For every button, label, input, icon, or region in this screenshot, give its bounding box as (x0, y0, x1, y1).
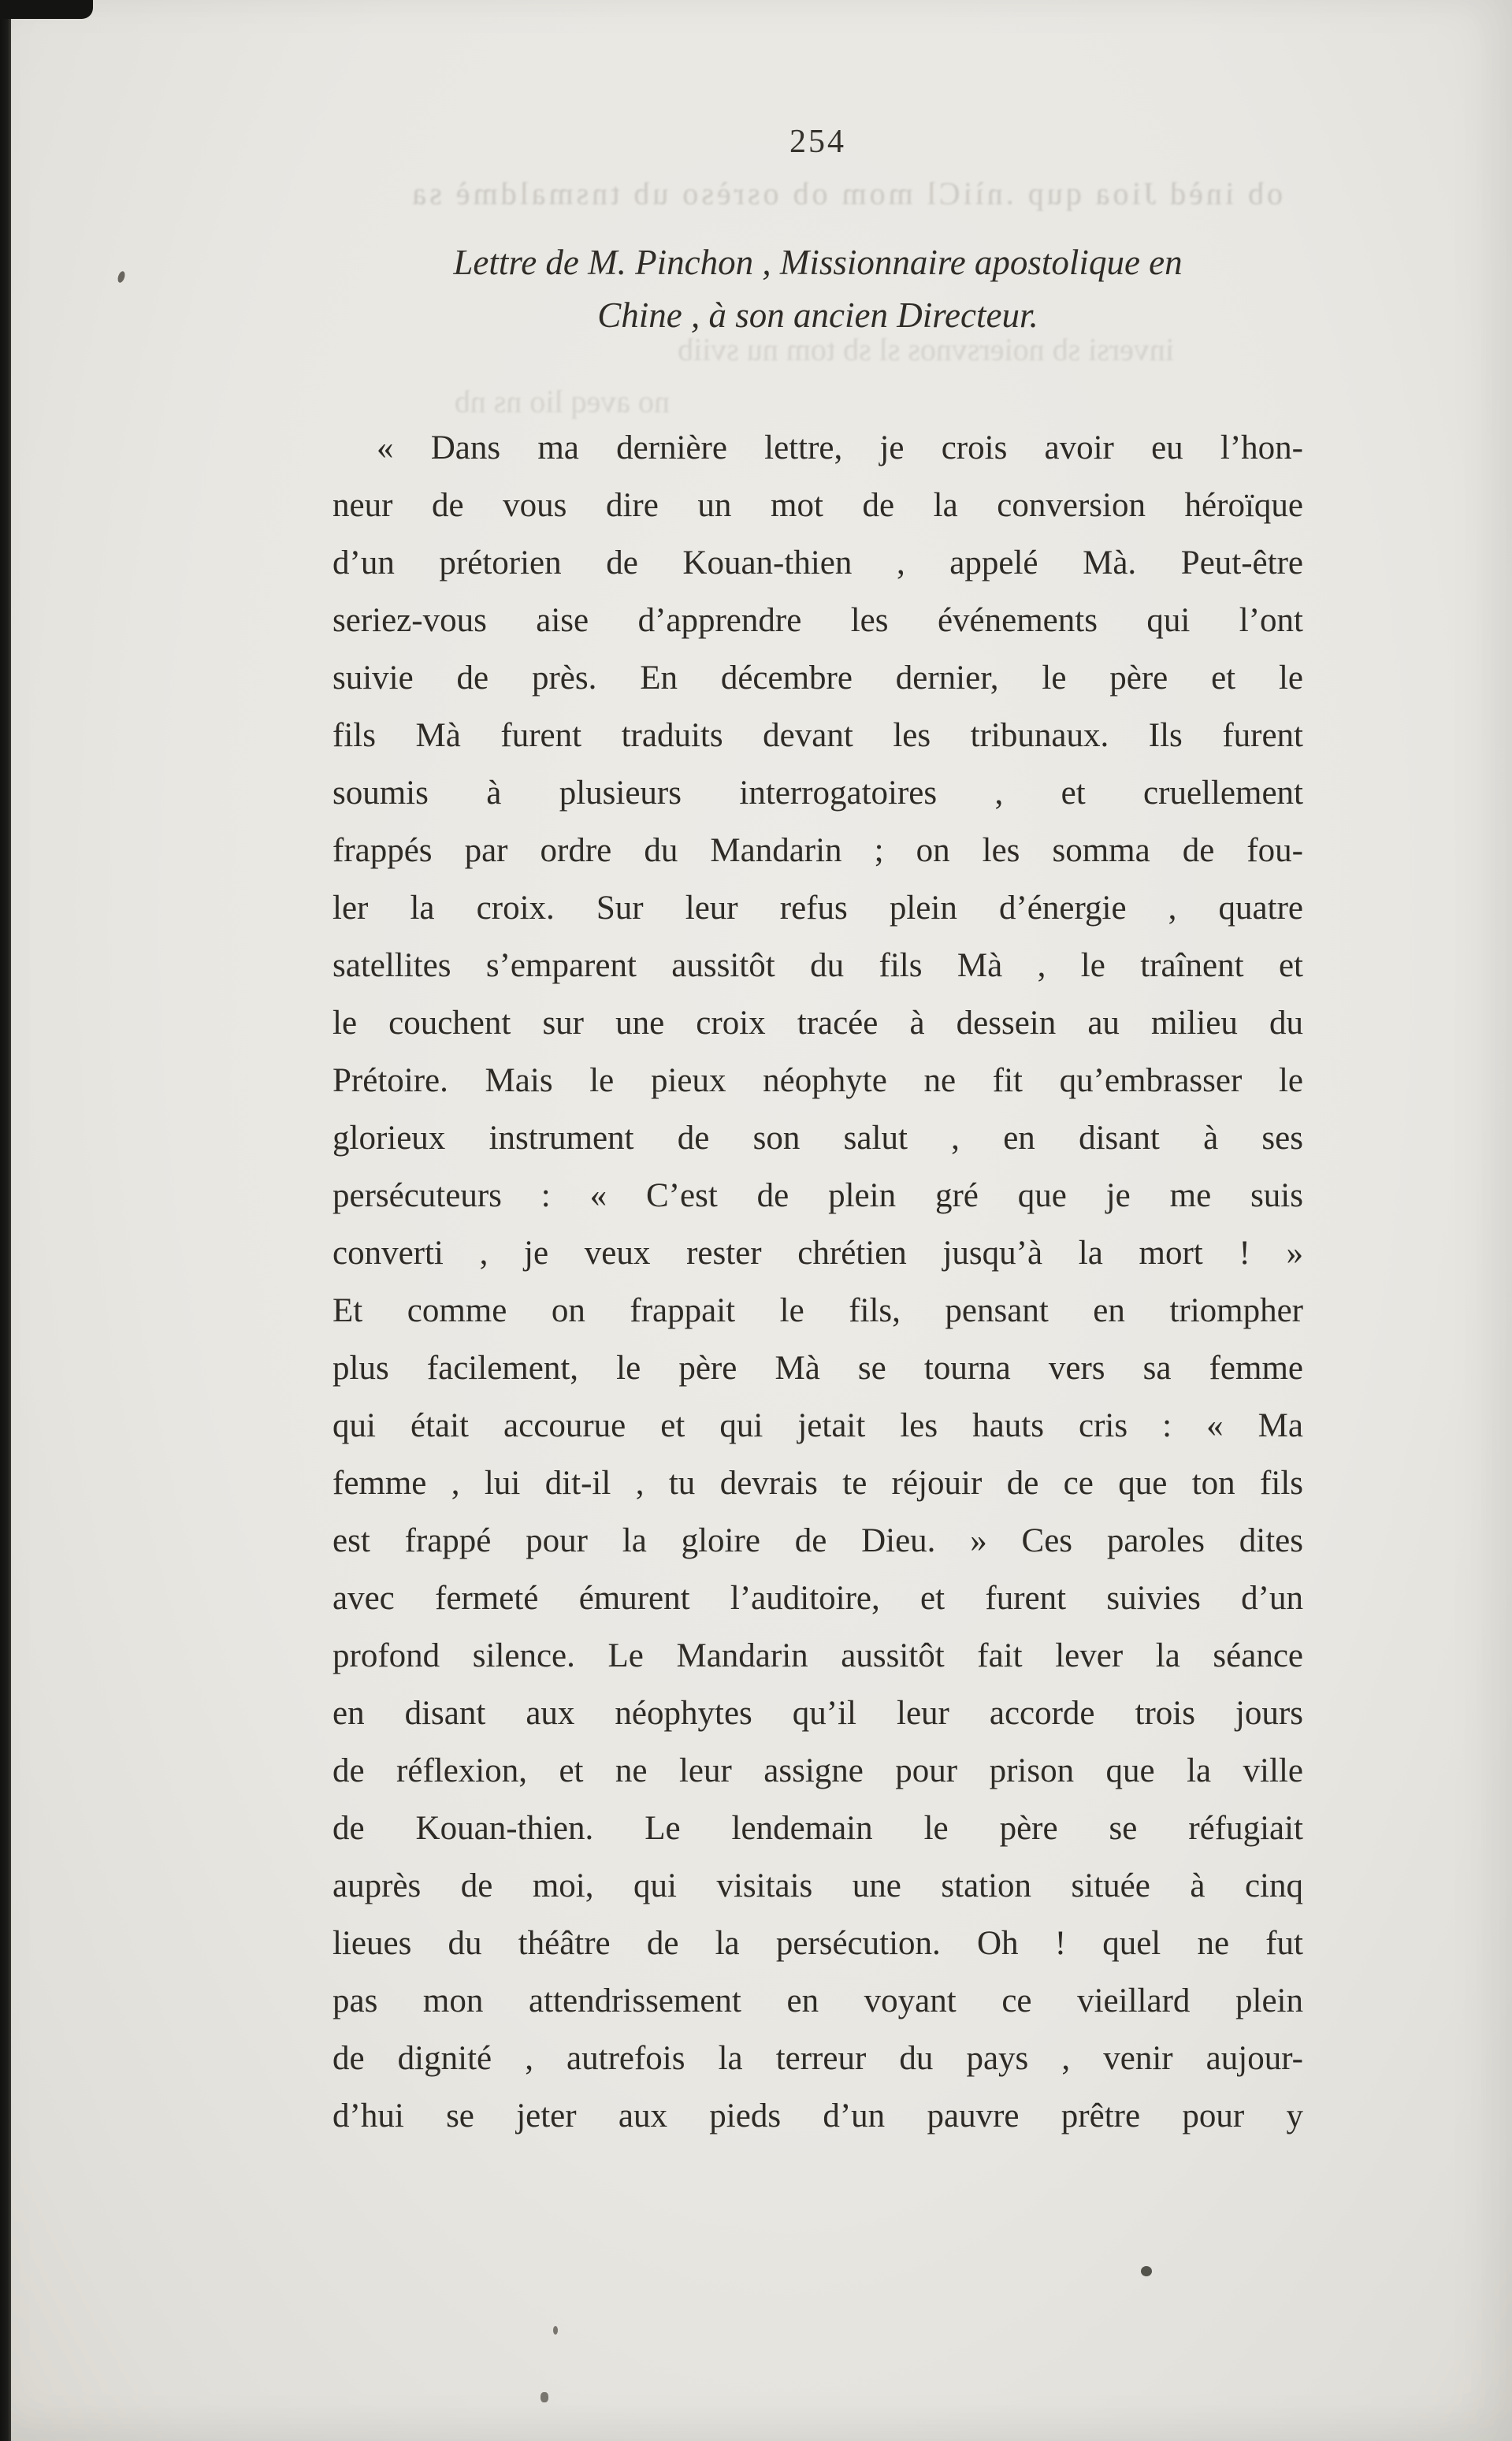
body-line: profond silence. Le Mandarin aussitôt fait lever la séance (332, 1637, 1303, 1674)
body-line: auprès de moi, qui visitais une station située à cinq (332, 1867, 1303, 1904)
body-line: de réflexion, et ne leur assigne pour prison que la ville (332, 1752, 1303, 1789)
body-line: d’hui se jeter aux pieds d’un pauvre prêtre pour y (332, 2097, 1303, 2134)
body-line: suivie de près. En décembre dernier, le père et le (332, 659, 1303, 697)
letter-body (332, 419, 1303, 2145)
body-line: satellites s’emparent aussitôt du fils Mà , le traînent et (332, 947, 1303, 984)
body-line: fils Mà furent traduits devant les tribunaux. Ils furent (332, 717, 1303, 754)
ink-speck (117, 270, 126, 284)
body-line: est frappé pour la gloire de Dieu. » Ces paroles dites (332, 1522, 1303, 1559)
body-line: converti , je veux rester chrétien jusqu’à la mort ! » (332, 1235, 1303, 1272)
body-line: qui était accourue et qui jetait les hauts cris : « Ma (332, 1407, 1303, 1444)
body-line: « Dans ma dernière lettre, je crois avoir eu l’hon- (377, 429, 1303, 466)
text-column (332, 0, 1303, 2145)
body-line: glorieux instrument de son salut , en disant à ses (332, 1120, 1303, 1157)
body-line: avec fermeté émurent l’auditoire, et furent suivies d’un (332, 1580, 1303, 1617)
body-line: plus facilement, le père Mà se tourna vers sa femme (332, 1350, 1303, 1387)
body-line: seriez-vous aise d’apprendre les événements qui l’ont (332, 602, 1303, 639)
letter-title-line: Chine , à son ancien Directeur. (597, 295, 1038, 335)
body-line: de dignité , autrefois la terreur du pays , venir aujour- (332, 2040, 1303, 2077)
ink-speck (553, 2326, 558, 2335)
page-number: 254 (789, 124, 846, 160)
body-line: persécuteurs : « C’est de plein gré que je me suis (332, 1177, 1303, 1214)
body-line: frappés par ordre du Mandarin ; on les somma de fou- (332, 832, 1303, 869)
body-line: soumis à plusieurs interrogatoires , et cruellement (332, 775, 1303, 812)
ink-bleedthrough: ob inèd Jioa qup .nìiCl mom ob osrèso ub tnsmaldmè sa (409, 176, 1283, 211)
body-line: de Kouan-thien. Le lendemain le père se réfugiait (332, 1810, 1303, 1847)
scan-edge-left (0, 0, 11, 2441)
body-line: d’un prétorien de Kouan-thien , appelé Mà. Peut-être (332, 544, 1303, 581)
body-line: ler la croix. Sur leur refus plein d’énergie , quatre (332, 890, 1303, 927)
ink-speck (1141, 2266, 1152, 2276)
letter-title (332, 236, 1303, 342)
ink-bleedthrough: no aveq lio ns nb (454, 384, 670, 419)
body-line: femme , lui dit-il , tu devrais te réjouir de ce que ton fils (332, 1465, 1303, 1502)
scan-edge-top-left (0, 0, 93, 19)
body-line: pas mon attendrissement en voyant ce vieillard plein (332, 1982, 1303, 2019)
body-line: neur de vous dire un mot de la conversion héroïque (332, 487, 1303, 524)
body-line: lieues du théâtre de la persécution. Oh ! quel ne fut (332, 1925, 1303, 1962)
body-line: Prétoire. Mais le pieux néophyte ne fit qu’embrasser le (332, 1062, 1303, 1099)
ink-speck (541, 2392, 548, 2402)
body-line: Et comme on frappait le fils, pensant en triompher (332, 1292, 1303, 1329)
body-line: le couchent sur une croix tracée à dessein au milieu du (332, 1005, 1303, 1042)
letter-title-line: Lettre de M. Pinchon , Missionnaire apostolique en (453, 243, 1183, 282)
ink-bleedthrough: inversi sb noiersvnos sl sb tom nu sviib (677, 332, 1174, 367)
body-line: en disant aux néophytes qu’il leur accorde trois jours (332, 1695, 1303, 1732)
